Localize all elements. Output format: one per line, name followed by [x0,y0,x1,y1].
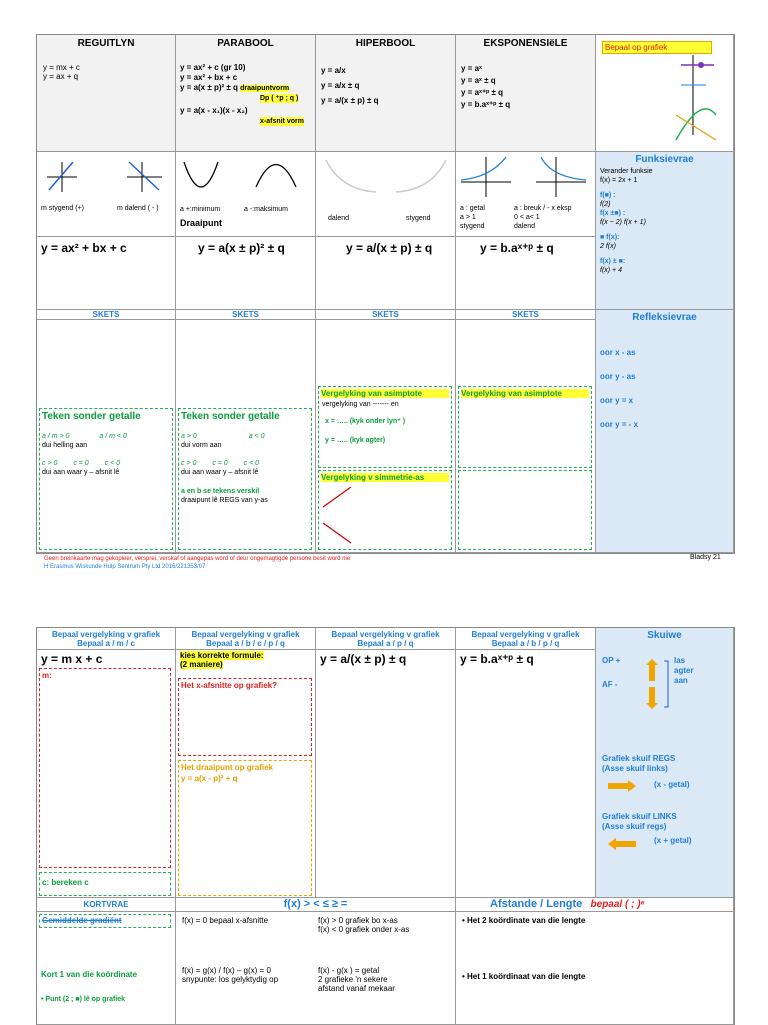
x-afsnit-vorm-tag: x-afsnit vorm [260,118,304,125]
fv-line-4: f(x ±■) : [600,210,626,217]
afstande-header: Afstande / Lengte bepaal ( ; )ᵉ [456,898,734,912]
hiper-asimptote-box: Vergelyking van asimptote vergelyking van ------- en x = ….. (kyk onder lyn⁺ ) y = ….. (kyk agter) [318,386,452,468]
eksp-stygend: stygend [460,223,485,230]
eksp-formula-2: y = aˣ ± q [461,76,496,85]
skets-header-3: SKETS [316,310,456,320]
big-formula-reguit [37,237,176,310]
hiper-formula-3: y = a/(x ± p) ± q [321,96,379,105]
refleksievrae-panel [596,310,734,553]
skets-area-reguit [37,320,176,553]
reguit-sketch-cell [37,152,176,237]
fx-col: f(x) = 0 bepaal x-afsnitte f(x) > 0 grafiek bo x-as f(x) < 0 grafiek onder x-as f(x) = g(x) / f(x) – g(x) = 0 snypunte: los gelyktydig op f(x) - g(x ) = getal 2 grafieke 'n sekere afstand vanaf mekaar [176,912,456,1025]
a-min-label: a +:minimum [180,206,221,213]
fv-line-2: f(■) : [600,192,616,199]
eksponensiele-header-cell [456,35,596,152]
skuiwe-title: Skuiwe [647,630,682,641]
big-formula-3: y = a/(x ± p) ± q [346,241,433,255]
symmetry-arrows-icon [321,485,381,545]
parab-teken-box: Teken sonder getalle a > 0 a < 0 dui vorm aan c > 0 c = 0 c < 0 dui aan waar y – afsnit lê a en b se tekens verskil draaipunt lê REGS van y-as [178,408,312,550]
p2-header-2: Bepaal vergelyking v grafiek Bepaal a / b / c / p / q [176,628,316,650]
m-box: m: [39,668,171,868]
funksievrae-title: Funksievrae [635,154,694,165]
skets-header-4: SKETS [456,310,596,320]
gemiddelde-box: Gemiddelde gradiënt [39,914,171,928]
eksp-empty-box [458,470,592,550]
reguitlyn-header-cell [37,35,176,152]
hiper-dalend-label: dalend [328,215,350,222]
p2-parab-cell: kies korrekte formule: (2 maniere) Het x-afsnitte op grafiek? Het draaipunt op grafiek y = a(x - p)² + q [176,650,316,898]
hiperbool-title: HIPERBOOL [355,38,416,49]
skets-area-eksp [456,320,596,553]
updown-arrows-icon [596,641,734,721]
page-2 [36,627,735,1025]
skets-area-hiper [316,320,456,553]
fv-line-5: f(x − 2) f(x + 1) [600,219,646,226]
funksievrae-panel [596,152,734,310]
eksp-a-getal: a : getal [460,205,485,212]
hiper-sketch-cell [316,152,456,237]
skuiwe-af: AF - [602,680,618,689]
hiper-simmetrie-box: Vergelyking v simmetrie-as [318,470,452,550]
big-formula-eksp [456,237,596,310]
punt-label: • Punt (2 ; ■) lê op grafiek [41,996,126,1003]
eksp-asimptote-box: Vergelyking van asimptote [458,386,592,468]
eksp-formula-4: y = b.aˣ⁺ᵖ ± q [461,100,511,109]
skuiwe-regs: Grafiek skuif REGS (Asse skuif links) [602,754,676,773]
fv-line-6: ■ f(x): [600,234,620,241]
page-1 [36,34,735,554]
eksp-a-gt1: a > 1 [460,214,476,221]
parab-sketch-cell [176,152,316,237]
draaipunt-box: Het draaipunt op grafiek y = a(x - p)² + q [178,760,312,896]
skets-header-2: SKETS [176,310,316,320]
p2-hiper-cell [316,650,456,898]
fv-line-9: f(x) + 4 [600,267,622,274]
parabool-header-cell [176,35,316,152]
p2-hiper-eq: y = a/(x ± p) ± q [320,652,407,666]
eksp-sketch-cell [456,152,596,237]
kortvrae-col [37,912,176,1025]
kort1-label: Kort 1 van die koördinate [41,970,138,979]
skets-header-1: SKETS [37,310,176,320]
fx-header: f(x) > < ≤ ≥ = [176,898,456,912]
skuiwe-las-agter-aan: las agter aan [674,656,694,685]
c-box: c: bereken c [39,872,171,896]
big-formula-4: y = b.aˣ⁺ᵖ ± q [480,241,554,255]
skets-area-parab [176,320,316,553]
footer-copyright: Geen breinkaarte mag gekopieer, versprei, verskaf of aangepas word of deur ongemagtigde persone besit word nie [44,556,351,562]
hyperbola-icons [316,152,456,237]
parab-formula-1: y = ax² + c (gr 10) [180,63,246,72]
hiper-stygend-label: stygend [406,215,431,222]
parab-formula-3: y = a(x ± p)² ± q draaipuntvorm [180,83,290,92]
skuiwe-panel: Skuiwe OP + AF - las agter aan Grafiek skuif REGS (Asse skuif links) (x - getal) Grafiek skuif LINKS (Asse skuif regs) (x + getal) [596,628,734,898]
p2-reguit-eq: y = m x + c [41,652,103,666]
eksp-dalend: dalend [514,223,536,230]
p2-eksp-eq: y = b.aˣ⁺ᵖ ± q [460,652,534,666]
bepaal-op-grafiek-cell [596,35,734,152]
kortvrae-header: KORTVRAE [37,898,176,912]
p2-header-3: Bepaal vergelyking v grafiek Bepaal a / p / q [316,628,456,650]
big-formula-1: y = ax² + bx + c [41,241,127,255]
fv-line-0: Verander funksie [600,168,653,175]
refl-item-1: oor y - as [600,372,636,381]
fv-line-3: f(2) [600,201,611,208]
afstand-row-2: • Het 1 koördinaat van die lengte [462,972,586,981]
eksponensiele-title: EKSPONENSIëLE [483,38,568,49]
footer-company: H Erasmus Wiskunde Hulp Sentrum Pty Ltd 2016/221353/07 [44,564,206,570]
arrow-right-icon [608,780,638,792]
big-formula-2: y = a(x ± p)² ± q [198,241,285,255]
eksp-formula-3: y = aˣ⁺ᵖ ± q [461,88,504,97]
hiperbool-header-cell [316,35,456,152]
parab-formula-4: y = a(x - x₁)(x - x₂) [180,106,248,115]
bepaal-graph-icon [596,35,734,152]
reguit-teken-box: Teken sonder getalle a / m > 0 a / m < 0 dui helling aan c > 0 c = 0 c < 0 dui aan waar y – afsnit lê [39,408,173,550]
p2-eksp-cell [456,650,596,898]
fv-line-8: f(x) ± ■: [600,258,626,265]
parabool-title: PARABOOL [217,38,274,49]
hiper-formula-1: y = a/x [321,66,346,75]
eksp-formula-1: y = aˣ [461,64,482,73]
refleksievrae-title: Refleksievrae [632,312,697,323]
a-max-label: a -:maksimum [244,206,288,213]
x-afsnitte-box: Het x-afsnitte op grafiek? [178,678,312,756]
afstand-row-1: • Het 2 koördinate van die lengte [462,916,586,925]
parab-formula-2: y = ax² + bx + c [180,73,238,82]
m-dalend-label: m dalend ( - ) [117,205,159,212]
afstand-col [456,912,734,1025]
p2-reguit-cell [37,650,176,898]
reguit-formula-2: y = ax + q [43,72,79,81]
arrow-left-icon [608,838,638,850]
reguitlyn-title: REGUITLYN [77,38,135,49]
hiper-formula-2: y = a/x ± q [321,81,360,90]
page-number: Bladsy 21 [690,554,721,561]
refl-item-2: oor y = x [600,396,634,405]
bepaal-op-grafiek-label: Bepaal op grafiek [602,41,712,54]
fv-line-1: f(x) = 2x + 1 [600,177,638,184]
big-formula-parab [176,237,316,310]
draaipuntvorm-tag: draaipuntvorm [240,85,290,92]
p2-header-1: Bepaal vergelyking v grafiek Bepaal a / m / c [37,628,176,650]
skuiwe-op: OP + [602,656,621,665]
eksp-0a1: 0 < a< 1 [514,214,540,221]
reguit-formula-1: y = mx + c [43,63,80,72]
dp-tag: Dp ( ⁺p ; q ) [260,95,299,102]
fv-line-7: 2 f(x) [600,243,616,250]
refl-item-3: oor y = - x [600,420,639,429]
p2-header-4: Bepaal vergelyking v grafiek Bepaal a / b / p / q [456,628,596,650]
m-stygend-label: m stygend (+) [41,205,84,212]
draaipunt-label: Draaipunt [180,218,223,228]
reguit-lines-icon [37,152,176,237]
big-formula-hiper [316,237,456,310]
skuiwe-links: Grafiek skuif LINKS (Asse skuif regs) [602,812,677,831]
eksp-a-breuk: a : breuk / - x eksp [514,205,572,212]
refl-item-0: oor x - as [600,348,636,357]
